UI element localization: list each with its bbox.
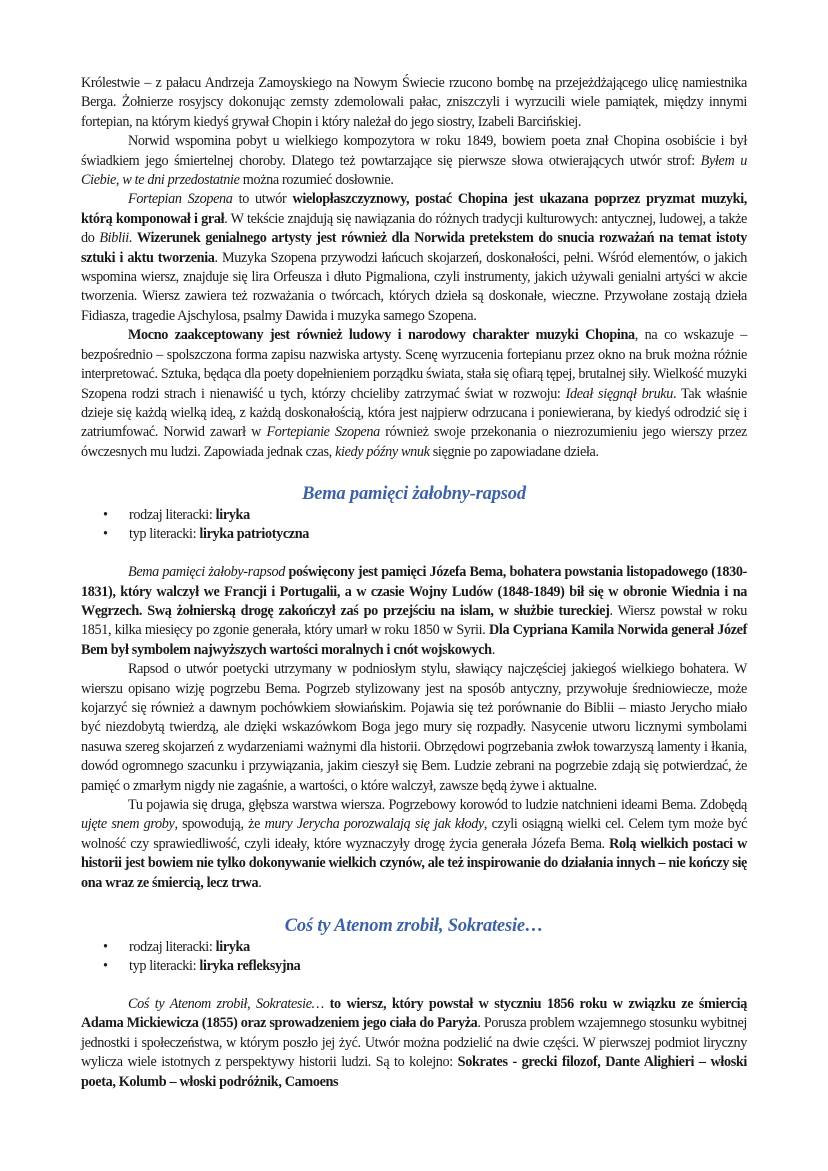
text-run-normal: Tu pojawia się druga, głębsza warstwa wiersza. Pogrzebowy korowód to ludzie natchnieni ideami Bema. Zdobędą xyxy=(128,797,747,813)
text-run-italic: Fortepian Szopena xyxy=(128,191,233,208)
text-run-normal: można rozumieć dosłownie. xyxy=(239,172,394,189)
text-run-bold: Mocno zaakceptowany jest również ludowy i narodowy charakter muzyki Chopina xyxy=(128,327,635,344)
paragraph-bem-druga-warstwa xyxy=(81,796,747,893)
text-run-normal: . W tekście znajdują się nawiązania do różnych tradycji kulturowych: antycznej, ludowej, a także do xyxy=(81,210,747,247)
bullet-icon: • xyxy=(103,958,108,975)
text-run-bold: Dla Cypriana Kamila Norwida generał Józef Bem był symbolem najwyższych wartości moralnych i cnót wojskowych xyxy=(81,622,747,658)
text-run-normal: Królestwie – z pałacu Andrzeja Zamoyskiego na Nowym Świecie rzucono bombę na przejeżdżającego ulicę namiestnika Berga. Żołnierze rosyjscy dokonując zemsty zdemolowali pałac, zniszczyli i wyrzucili wiele pamiątek, między innymi fortepian, na którym kiedyś grywał Chopin i który należał do jego siostry, Izabeli Barcińskiej. xyxy=(81,75,747,130)
text-run-italic: mury Jerycha porozwalają się jak kłody xyxy=(264,816,484,833)
text-run-bold: Wizerunek genialnego artysty jest również dla Norwida pretekstem do snucia rozważań na temat istoty sztuki i aktu tworzenia xyxy=(81,230,747,266)
text-run-normal: . Muzyka Szopena przywodzi łańcuch skojarzeń, doskonałości, pełni. Wśród elementów, o jakich wspomina wiersz, znajduje się lira Orfeusza i dłuto Pigmaliona, czyli instrumenty, jakich używali genialni artyści w akcie tworzenia. Wiersz zawiera też rozważania o twórcach, których dzieła są doskonałe, wieczne. Przywołane zostają dzieła Fidiasza, tragedie Ajschylosa, psalmy Dawida i muzyka samego Szopena. xyxy=(81,249,747,324)
spacer xyxy=(81,976,747,995)
spacer xyxy=(81,544,747,563)
text-run-normal: Rapsod o utwór poetycki utrzymany w podniosłym stylu, sławiący najczęściej jakiegoś wielkiego bohatera. W wierszu opisano wizję pogrzebu Bema. Pogrzeb stylizowany jest na sposób antyczny, przywołuje średniowiecze, może kojarzyć się również a dawnym pochówkiem słowiańskim. Pojawia się też porównanie do Biblii – miasto Jerycho miało być niezdobytą twierdzą, ale dzięki wskazówkom Boga jego mury się rozpadły. Nasycenie utworu licznymi symbolami nasuwa szereg skojarzeń z wydarzeniami ważnymi dla historii. Obrzędowi pogrzebania zwłok towarzyszą lamenty i łkania, dowód ogromnego szacunku i przywiązania, jakim cieszył się Bem. Ludzie zebrani na pogrzebie zdają się potwierdzać, że pamięć o zmarłym nigdy nie zagaśnie, a wartości, o które walczył, zawsze będą żywe i aktualne. xyxy=(81,661,747,794)
text-run-normal: to utwór xyxy=(232,191,293,208)
paragraph-ludowy-charakter xyxy=(81,326,747,462)
text-run-italic: Bema pamięci żałoby-rapsod xyxy=(128,564,285,581)
paragraph-fortepian-szopena xyxy=(81,190,747,326)
attribute-label: typ literacki: xyxy=(129,958,200,975)
attribute-value: liryka refleksyjna xyxy=(199,958,301,975)
attribute-label: typ literacki: xyxy=(129,526,200,543)
text-run-normal: . Porusza problem wzajemnego stosunku wybitnej jednostki i społeczeństwa, w którym poszło jej żyć. Utwór można podzielić na dwie części. W pierwszej podmiot liryczny wylicza wiele istotnych z perspektywy historii ludzi. Są to kolejno: xyxy=(81,1015,747,1071)
bullet-icon: • xyxy=(103,526,108,543)
text-run-italic: Fortepianie Szopena xyxy=(266,424,380,441)
text-run-italic: Biblii xyxy=(99,230,129,247)
sokrates-attribute-typ xyxy=(81,957,747,976)
attribute-value: liryka xyxy=(215,939,250,956)
attribute-label: rodzaj literacki: xyxy=(129,507,216,524)
sokrates-attribute-list xyxy=(81,938,747,976)
text-run-bold: poświęcony jest pamięci Józefa Bema, bohatera powstania listopadowego (1830-1831), który walczył we Francji i Portugalii, a w czasie Wojny Ludów (1848-1849) bił się w obronie Wiednia i na Węgrzech. Swą żołnierską drogę zakończył zaś po przejściu na islam, w służbie tureckiej xyxy=(81,564,747,619)
text-run-bold: wielopłaszczyznowy, postać Chopina jest ukazana poprzez pryzmat muzyki, którą komponował i grał xyxy=(81,191,747,227)
text-run-normal: Norwid wspomina pobyt u wielkiego kompozytora w roku 1849, bowiem poeta znał Chopina osobiście i był świadkiem jego śmiertelnej choroby. Dlatego też powtarzające się pierwsze słowa otwierających utwór strof: xyxy=(81,133,747,169)
text-run-bold: Rolą wielkich postaci w historii jest bowiem nie tylko dokonywanie wielkich czynów, ale też inspirowanie do działania innych – nie kończy się ona wraz ze śmiercią, lecz trwa xyxy=(81,835,747,891)
text-run-italic: Ideał sięgnął bruku xyxy=(565,385,674,402)
bullet-icon: • xyxy=(103,939,108,956)
section-heading-sokrates: Coś ty Atenom zrobił, Sokratesie… xyxy=(284,916,544,937)
text-run-italic: Byłem u Ciebie, w te dni przedostatnie xyxy=(81,152,747,189)
text-run-normal: . Wiersz powstał w roku 1851, kilka miesięcy po zgonie generała, który umarł w roku 1850 w Syrii. xyxy=(81,602,747,639)
document-page xyxy=(81,74,747,1092)
intro-section xyxy=(81,74,747,462)
text-run-normal: . xyxy=(128,230,137,247)
text-run-italic: kiedy późny wnuk xyxy=(335,443,430,460)
text-run-italic: Coś ty Atenom zrobił, Sokratesie… xyxy=(128,996,324,1013)
text-run-normal: również swoje przekonania o niezrozumieniu jego wierszy przez ówczesnych mu ludzi. Zapowiada jednak czas, xyxy=(81,424,747,460)
text-run-normal: . xyxy=(258,874,262,891)
text-run-normal: , na co wskazuje – bezpośrednio – spolszczona forma zapisu nazwiska artysty. Scenę wyrzucenia fortepianu przez okno na bruk można różnie interpretować. Sztuka, będąca dla poety dopełnieniem porządku świata, stała się ofiarą tępej, brutalnej siły. Wielkość muzyki Szopena rodzi strach i nienawiść u tych, którzy chcieliby zatrzymać świat w rozwoju: xyxy=(81,327,747,402)
text-run-bold: Sokrates - grecki filozof, Dante Alighieri – włoski poeta, Kolumb – włoski podróżnik, Camoens xyxy=(81,1054,747,1090)
paragraph-sokrates-intro xyxy=(81,995,747,1092)
attribute-value: liryka xyxy=(215,507,250,524)
attribute-value: liryka patriotyczna xyxy=(199,526,309,543)
text-run-bold: to wiersz, który powstał w styczniu 1856 roku w związku ze śmiercią Adama Mickiewicza (1855) oraz sprowadzeniem jego ciała do Paryża xyxy=(81,996,747,1032)
text-run-normal: , spowodują, że xyxy=(174,816,265,833)
paragraph-bem-intro xyxy=(81,563,747,660)
attribute-label: rodzaj literacki: xyxy=(129,939,216,956)
paragraph-bem-rapsod xyxy=(81,660,747,796)
text-run-italic: ujęte snem groby xyxy=(81,816,175,833)
bullet-icon: • xyxy=(103,507,108,524)
bem-attribute-typ xyxy=(81,525,747,544)
sokrates-attribute-rodzaj xyxy=(81,938,747,957)
paragraph-norwid-1849 xyxy=(81,132,747,190)
text-run-normal: , czyli osiągną wielki cel. Celem tym może być wolność czy sprawiedliwość, czyli ideały, które wyznaczyły drogę życia generała Józefa Bema. xyxy=(81,816,748,852)
text-run-normal: . xyxy=(491,641,495,658)
section-heading-bem: Bema pamięci żałobny-rapsod xyxy=(302,484,526,505)
text-run-normal: . Tak właśnie dzieje się każdą wielką ideą, z każdą doskonałością, która jest najpierw odrzucana i poniewierana, by kiedyś odrodzić się i zatriumfować. Norwid zawarł w xyxy=(81,385,747,441)
text-run-normal: sięgnie po zapowiadane dzieła. xyxy=(429,443,599,460)
paragraph-berg xyxy=(81,74,747,132)
bem-attribute-list xyxy=(81,506,747,544)
bem-attribute-rodzaj xyxy=(81,506,747,525)
